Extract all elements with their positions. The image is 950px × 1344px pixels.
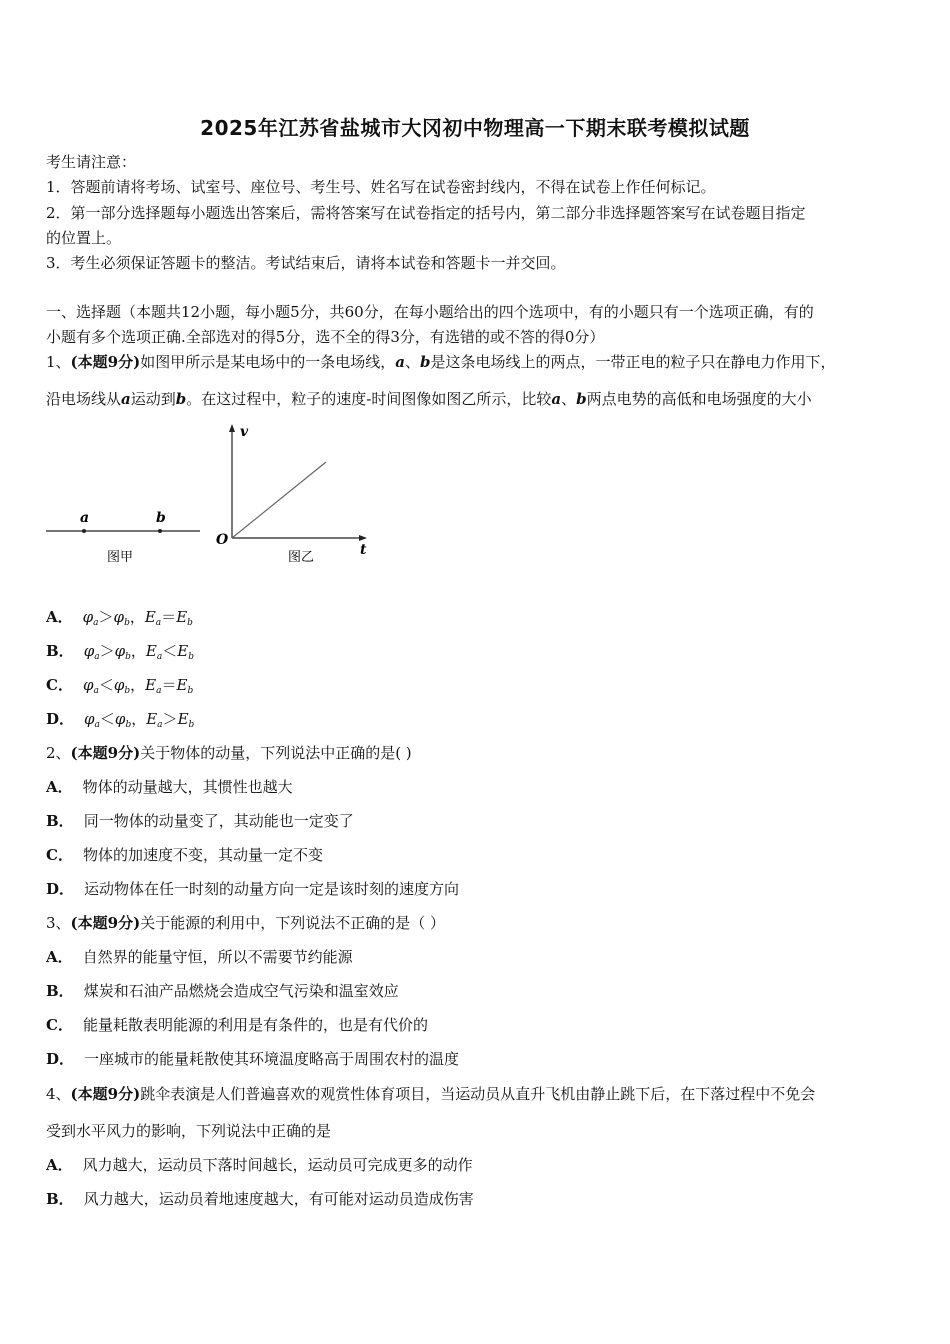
option-label: B． <box>46 642 74 660</box>
question-number: 4、 <box>46 1085 71 1103</box>
phi-symbol: φ <box>113 608 125 626</box>
question-number: 1、 <box>46 353 71 371</box>
subscript: a <box>93 686 99 696</box>
phi-symbol: φ <box>83 642 95 660</box>
option-label: D． <box>46 710 75 728</box>
phi-symbol: φ <box>82 608 94 626</box>
subscript: a <box>155 618 162 628</box>
question-2 <box>46 743 412 763</box>
option-label: D． <box>46 880 75 898</box>
option-label: C． <box>46 1016 73 1034</box>
relation: ＝ <box>161 608 177 626</box>
comma: ， <box>129 608 145 626</box>
point-b-label: b <box>175 390 187 408</box>
relation: ＞ <box>99 642 115 660</box>
option-label: C． <box>46 846 73 864</box>
page-title: 2025年江苏省盐城市大冈初中物理高一下期末联考模拟试题 <box>200 116 750 140</box>
option-2b <box>46 811 354 831</box>
subscript: a <box>93 618 99 628</box>
option-2c <box>46 845 323 865</box>
figure-caption-right: 图乙 <box>288 550 315 565</box>
phi-symbol: φ <box>113 676 125 694</box>
notice-item-3: 3．考生必须保证答题卡的整洁。考试结束后，请将本试卷和答题卡一并交回。 <box>46 254 566 272</box>
option-label: B． <box>46 812 74 830</box>
velocity-line <box>232 462 326 538</box>
question-1-figure <box>40 418 380 578</box>
origin-label: O <box>216 532 229 548</box>
question-text: 关于物体的动量，下列说法中正确的是( ) <box>140 744 412 762</box>
option-4b <box>46 1189 474 1209</box>
subscript: b <box>187 618 193 628</box>
option-2d <box>46 879 459 899</box>
question-4-line1 <box>46 1084 815 1104</box>
e-symbol: E <box>144 608 156 626</box>
option-2a <box>46 777 293 797</box>
question-1-line1 <box>46 352 835 372</box>
phi-symbol: φ <box>114 642 126 660</box>
point-b-label: b <box>419 353 431 371</box>
point-b-dot <box>158 529 162 533</box>
option-text: 运动物体在任一时刻的动量方向一定是该时刻的速度方向 <box>84 880 460 898</box>
notice-item-2: 2．第一部分选择题每小题选出答案后，需将答案写在试卷指定的括号内，第二部分非选择题答案写在试卷题目指定 <box>46 204 806 222</box>
option-label: A． <box>46 778 73 796</box>
option-3b <box>46 981 399 1001</box>
comma: ， <box>130 642 146 660</box>
separator: 、 <box>561 390 577 408</box>
e-symbol: E <box>145 676 157 694</box>
option-3a <box>46 947 353 967</box>
option-3c <box>46 1015 428 1035</box>
subscript: a <box>156 652 163 662</box>
point-a-label: a <box>121 390 131 408</box>
e-symbol: E <box>146 710 158 728</box>
option-text: 自然界的能量守恒，所以不需要节约能源 <box>82 948 353 966</box>
figure-label-a: a <box>80 510 90 526</box>
question-points: (本题9分) <box>70 353 141 371</box>
question-number: 2、 <box>46 744 71 762</box>
axis-label-t: t <box>360 542 367 558</box>
question-points: (本题9分) <box>70 1085 141 1103</box>
option-1c <box>46 675 193 701</box>
question-text: 关于能源的利用中，下列说法不正确的是（ ） <box>140 914 445 932</box>
question-text-cont: 是这条电场线上的两点，一带正电的粒子只在静电力作用下， <box>430 353 836 371</box>
question-number: 3、 <box>46 914 71 932</box>
e-symbol: E <box>145 642 157 660</box>
option-label: A． <box>46 608 73 626</box>
relation: ＜ <box>162 642 178 660</box>
relation: ＞ <box>162 710 178 728</box>
figure-label-b: b <box>156 510 166 526</box>
option-label: B． <box>46 982 74 1000</box>
relation: ＞ <box>98 608 114 626</box>
option-label: B． <box>46 1190 74 1208</box>
v-axis-arrow <box>229 424 235 432</box>
question-text: 跳伞表演是人们普遍喜欢的观赏性体育项目，当运动员从直升飞机由静止跳下后，在下落过程中不免会 <box>140 1085 816 1103</box>
option-4a <box>46 1155 473 1175</box>
option-text: 能量耗散表明能源的利用是有条件的，也是有代价的 <box>82 1016 428 1034</box>
subscript: a <box>94 720 100 730</box>
question-points: (本题9分) <box>70 744 141 762</box>
comma: ， <box>131 710 147 728</box>
phi-symbol: φ <box>82 676 94 694</box>
subscript: b <box>124 618 130 628</box>
figure-caption-left: 图甲 <box>107 550 134 565</box>
notice-item-1: 1．答题前请将考场、试室号、座位号、考生号、姓名写在试卷密封线内，不得在试卷上作任何标记。 <box>46 178 716 196</box>
subscript: b <box>125 720 132 730</box>
subscript: b <box>187 686 194 696</box>
subscript: b <box>125 652 131 662</box>
option-3d <box>46 1049 459 1069</box>
subscript: a <box>157 720 163 730</box>
subscript: a <box>94 652 100 662</box>
question-points: (本题9分) <box>70 914 141 932</box>
section-instructions-line2: 小题有多个选项正确.全部选对的得5分，选不全的得3分，有选错的或不答的得0分） <box>46 328 605 346</box>
option-text: 物体的加速度不变，其动量一定不变 <box>82 846 323 864</box>
point-a-label: a <box>551 390 562 408</box>
subscript: b <box>188 652 194 662</box>
point-a-label: a <box>395 353 405 371</box>
option-1b <box>46 641 194 667</box>
question-4-line2: 受到水平风力的影响，下列说法中正确的是 <box>46 1122 332 1140</box>
axis-label-v: v <box>240 424 249 440</box>
section-instructions-line1: 一、选择题（本题共12小题，每小题5分，共60分，在每小题给出的四个选项中，有的小题只有一个选项正确，有的 <box>46 303 814 321</box>
phi-symbol: φ <box>84 710 95 728</box>
point-b-label: b <box>576 390 587 408</box>
option-label: C． <box>46 676 73 694</box>
question-text: 。在这过程中，粒子的速度-时间图像如图乙所示，比较 <box>186 390 552 408</box>
subscript: b <box>188 720 195 730</box>
question-3 <box>46 913 445 933</box>
point-a-dot <box>82 529 86 533</box>
phi-symbol: φ <box>114 710 126 728</box>
option-text: 煤炭和石油产品燃烧会造成空气污染和温室效应 <box>83 982 399 1000</box>
question-text: 沿电场线从 <box>46 390 122 408</box>
notice-item-2-cont: 的位置上。 <box>46 229 122 247</box>
option-1d <box>46 709 194 735</box>
relation: ＝ <box>161 676 177 694</box>
relation: ＜ <box>99 710 115 728</box>
question-text: 如图甲所示是某电场中的一条电场线， <box>140 353 396 371</box>
question-text: 运动到 <box>130 390 176 408</box>
option-text: 一座城市的能量耗散使其环境温度略高于周围农村的温度 <box>84 1050 460 1068</box>
e-symbol: E <box>177 642 189 660</box>
question-text: 两点电势的高低和电场强度的大小 <box>586 390 812 408</box>
option-text: 同一物体的动量变了，其动能也一定变了 <box>83 812 354 830</box>
t-axis-arrow <box>359 535 367 541</box>
option-text: 物体的动量越大，其惯性也越大 <box>82 778 293 796</box>
e-symbol: E <box>177 710 189 728</box>
subscript: a <box>156 686 162 696</box>
e-symbol: E <box>176 676 188 694</box>
option-text: 风力越大，运动员着地速度越大，有可能对运动员造成伤害 <box>83 1190 474 1208</box>
comma: ， <box>130 676 146 694</box>
subscript: b <box>124 686 131 696</box>
option-label: A． <box>46 1156 73 1174</box>
notice-heading: 考生请注意： <box>46 153 137 171</box>
question-1-line2 <box>46 389 812 409</box>
option-text: 风力越大，运动员下落时间越长，运动员可完成更多的动作 <box>82 1156 473 1174</box>
e-symbol: E <box>176 608 188 626</box>
option-label: D． <box>46 1050 75 1068</box>
separator: 、 <box>404 353 420 371</box>
option-1a <box>46 607 193 633</box>
relation: ＜ <box>98 676 114 694</box>
option-label: A． <box>46 948 73 966</box>
